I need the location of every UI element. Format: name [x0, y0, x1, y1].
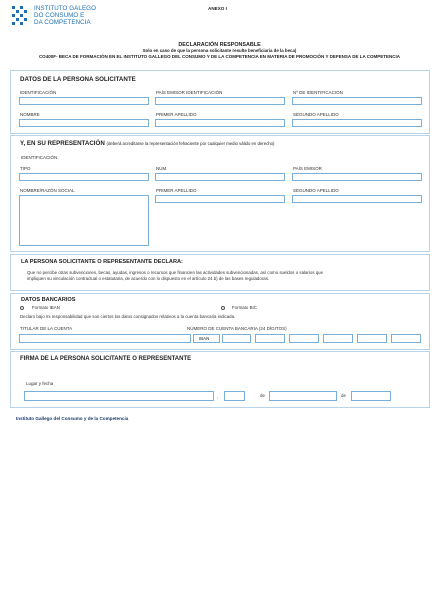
page-subtitle: Solo en caso de que la persona solicitante resulte beneficiaria de la beca) — [142, 48, 297, 53]
account-field-3[interactable] — [289, 334, 319, 343]
primer-apellido-label: PRIMER APELLIDO — [156, 112, 197, 117]
representative-section — [10, 135, 430, 252]
rep-segundo-apellido-label: SEGUNDO APELLIDO — [293, 188, 339, 193]
year-field[interactable] — [351, 391, 391, 401]
account-field-1[interactable] — [222, 334, 251, 343]
logo-line-2: DO CONSUMO E — [34, 12, 85, 19]
tipo-field[interactable] — [19, 173, 149, 181]
num-field[interactable] — [155, 173, 285, 181]
de-label-1: de — [260, 393, 265, 398]
account-field-4[interactable] — [323, 334, 353, 343]
nombre-field[interactable] — [19, 119, 149, 127]
month-field[interactable] — [269, 391, 337, 401]
rep-pais-emisor-label: PAÍS EMISOR — [293, 166, 322, 171]
applicant-section — [10, 70, 430, 134]
representative-note: (deberá acreditarse la representación fehaciente por cualquier medio válido en derecho) — [106, 141, 275, 146]
declaration-title: LA PERSONA SOLICITANTE O REPRESENTANTE DECLARA: — [21, 259, 183, 265]
page-title: DECLARACIÓN RESPONSABLE — [178, 42, 261, 48]
num-label: NÚM. — [156, 166, 168, 171]
representative-title-text: Y, EN SU REPRESENTACIÓN — [20, 140, 105, 147]
iban-radio[interactable] — [20, 306, 24, 310]
account-number-label: NÚMERO DE CUENTA BANCARIA (24 DÍGITOS) — [187, 326, 287, 331]
nombre-razon-field[interactable] — [19, 195, 149, 246]
applicant-title: DATOS DE LA PERSONA SOLICITANTE — [20, 76, 136, 83]
num-identificacion-label: Nº DE IDENTIFICACIÓN — [293, 90, 343, 95]
footer-institution: Instituto Gallego del Consumo y de la Competencia — [16, 416, 129, 421]
bank-statement: Declaro bajo mi responsabilidad que son ciertos los datos consignados relativos a la cuenta bancaria indicada. — [20, 314, 236, 319]
comma-separator: , — [217, 394, 219, 399]
rep-primer-apellido-label: PRIMER APELLIDO — [156, 188, 197, 193]
segundo-apellido-field[interactable] — [292, 119, 422, 127]
tipo-label: TIPO — [20, 166, 31, 171]
place-date-label: Lugar y fecha — [26, 381, 54, 386]
identificacion-field[interactable] — [19, 97, 149, 105]
primer-apellido-field[interactable] — [155, 119, 285, 127]
pais-emisor-field[interactable] — [155, 97, 285, 105]
institution-logo — [12, 5, 132, 33]
titular-label: TITULAR DE LA CUENTA — [20, 326, 73, 331]
num-identificacion-field[interactable] — [292, 97, 422, 105]
representative-title — [20, 140, 274, 147]
day-field[interactable] — [224, 391, 245, 401]
logo-text — [34, 5, 96, 26]
nombre-razon-label: NOMBRE/RAZÓN SOCIAL — [20, 188, 75, 193]
bank-title: DATOS BANCARIOS — [21, 297, 76, 303]
segundo-apellido-label: SEGUNDO APELLIDO — [293, 112, 339, 117]
bank-section — [10, 293, 430, 350]
de-label-2: de — [341, 393, 346, 398]
identificacion-label: IDENTIFICACIÓN — [20, 90, 57, 95]
iban-prefix-field[interactable] — [193, 334, 220, 343]
xunta-emblem-icon — [12, 6, 30, 28]
nombre-label: NOMBRE — [20, 112, 40, 117]
rep-primer-apellido-field[interactable] — [155, 195, 285, 203]
account-field-6[interactable] — [391, 334, 421, 343]
declaration-section — [10, 254, 430, 291]
bic-option-label: Formato BIC — [232, 305, 257, 310]
annex-label: ANEXO I — [208, 6, 227, 11]
rep-identificacion-label: IDENTIFICACIÓN — [21, 155, 58, 160]
declaration-line-1: Que no percibe otras subvenciones, becas, ayudas, ingresos o recursos que financien las actividades subvencionadas, así como sueldos o salarios que — [27, 270, 324, 275]
iban-prefix-label: IBAN — [199, 336, 210, 341]
rep-pais-emisor-field[interactable] — [292, 173, 422, 181]
iban-option-label: Formato IBAN — [32, 305, 60, 310]
signature-section — [10, 351, 430, 408]
bic-radio[interactable] — [221, 306, 225, 310]
logo-line-1: INSTITUTO GALEGO — [34, 5, 96, 12]
declaration-line-2: impliquen su vinculación contractual o estatutaria, de acuerdo con lo dispuesto en el artículo 24.b) de las bases reguladoras. — [27, 276, 270, 281]
place-field[interactable] — [24, 391, 214, 401]
signature-title: FIRMA DE LA PERSONA SOLICITANTE O REPRESENTANTE — [20, 356, 192, 362]
program-title: CO400F- BECA DE FORMACIÓN EN EL INSTITUTO GALLEGO DEL CONSUMO Y DE LA COMPETENCIA EN MATERIA DE PROMOCIÓN Y DEFENSA DE LA COMPETENCIA — [38, 54, 401, 59]
pais-emisor-label: PAÍS EMISOR IDENTIFICACIÓN — [156, 90, 223, 95]
account-field-2[interactable] — [255, 334, 285, 343]
rep-segundo-apellido-field[interactable] — [292, 195, 422, 203]
logo-line-3: DA COMPETENCIA — [34, 19, 91, 26]
account-field-5[interactable] — [357, 334, 387, 343]
titular-field[interactable] — [19, 334, 191, 343]
